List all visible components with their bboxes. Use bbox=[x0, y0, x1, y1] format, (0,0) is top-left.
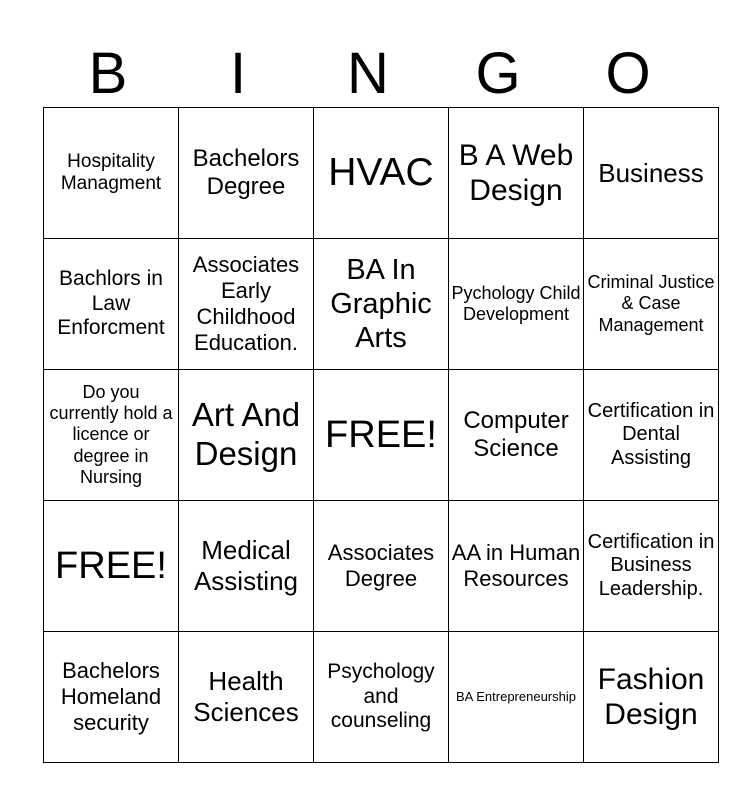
board-row bbox=[44, 370, 719, 501]
bingo-cell[interactable]: Do you currently hold a licence or degree in Nursing bbox=[44, 370, 179, 501]
bingo-cell[interactable]: Medical Assisting bbox=[179, 501, 314, 632]
bingo-cell[interactable]: Criminal Justice & Case Management bbox=[584, 239, 719, 370]
bingo-header bbox=[43, 42, 693, 106]
bingo-cell[interactable]: Art And Design bbox=[179, 370, 314, 501]
header-letter-b: B bbox=[88, 41, 128, 106]
bingo-cell[interactable]: Fashion Design bbox=[584, 632, 719, 763]
header-letter-n: N bbox=[347, 41, 389, 106]
bingo-cell[interactable]: Computer Science bbox=[449, 370, 584, 501]
board-row bbox=[44, 239, 719, 370]
bingo-board bbox=[43, 107, 719, 763]
bingo-cell[interactable]: Hospitality Managment bbox=[44, 108, 179, 239]
bingo-cell[interactable]: Associates Degree bbox=[314, 501, 449, 632]
board-row bbox=[44, 108, 719, 239]
bingo-cell[interactable]: HVAC bbox=[314, 108, 449, 239]
bingo-cell[interactable]: Certification in Business Leadership. bbox=[584, 501, 719, 632]
board-row bbox=[44, 632, 719, 763]
header-letter-i: I bbox=[229, 41, 247, 106]
header-letter-g: G bbox=[475, 41, 521, 106]
bingo-cell[interactable]: B A Web Design bbox=[449, 108, 584, 239]
bingo-cell[interactable]: Health Sciences bbox=[179, 632, 314, 763]
bingo-cell[interactable]: BA In Graphic Arts bbox=[314, 239, 449, 370]
bingo-cell[interactable]: BA Entrepreneurship bbox=[449, 632, 584, 763]
board-row bbox=[44, 501, 719, 632]
bingo-cell[interactable]: Bachelors Degree bbox=[179, 108, 314, 239]
free-space-cell[interactable]: FREE! bbox=[314, 370, 449, 501]
bingo-cell[interactable]: Business bbox=[584, 108, 719, 239]
bingo-cell[interactable]: Psychology and counseling bbox=[314, 632, 449, 763]
header-letter-o: O bbox=[605, 41, 651, 106]
bingo-cell[interactable]: Pychology Child Development bbox=[449, 239, 584, 370]
bingo-cell[interactable]: Bachlors in Law Enforcment bbox=[44, 239, 179, 370]
bingo-cell[interactable]: Bachelors Homeland security bbox=[44, 632, 179, 763]
bingo-cell[interactable]: Certification in Dental Assisting bbox=[584, 370, 719, 501]
bingo-cell[interactable]: AA in Human Resources bbox=[449, 501, 584, 632]
bingo-cell[interactable]: Associates Early Childhood Education. bbox=[179, 239, 314, 370]
free-space-cell[interactable]: FREE! bbox=[44, 501, 179, 632]
